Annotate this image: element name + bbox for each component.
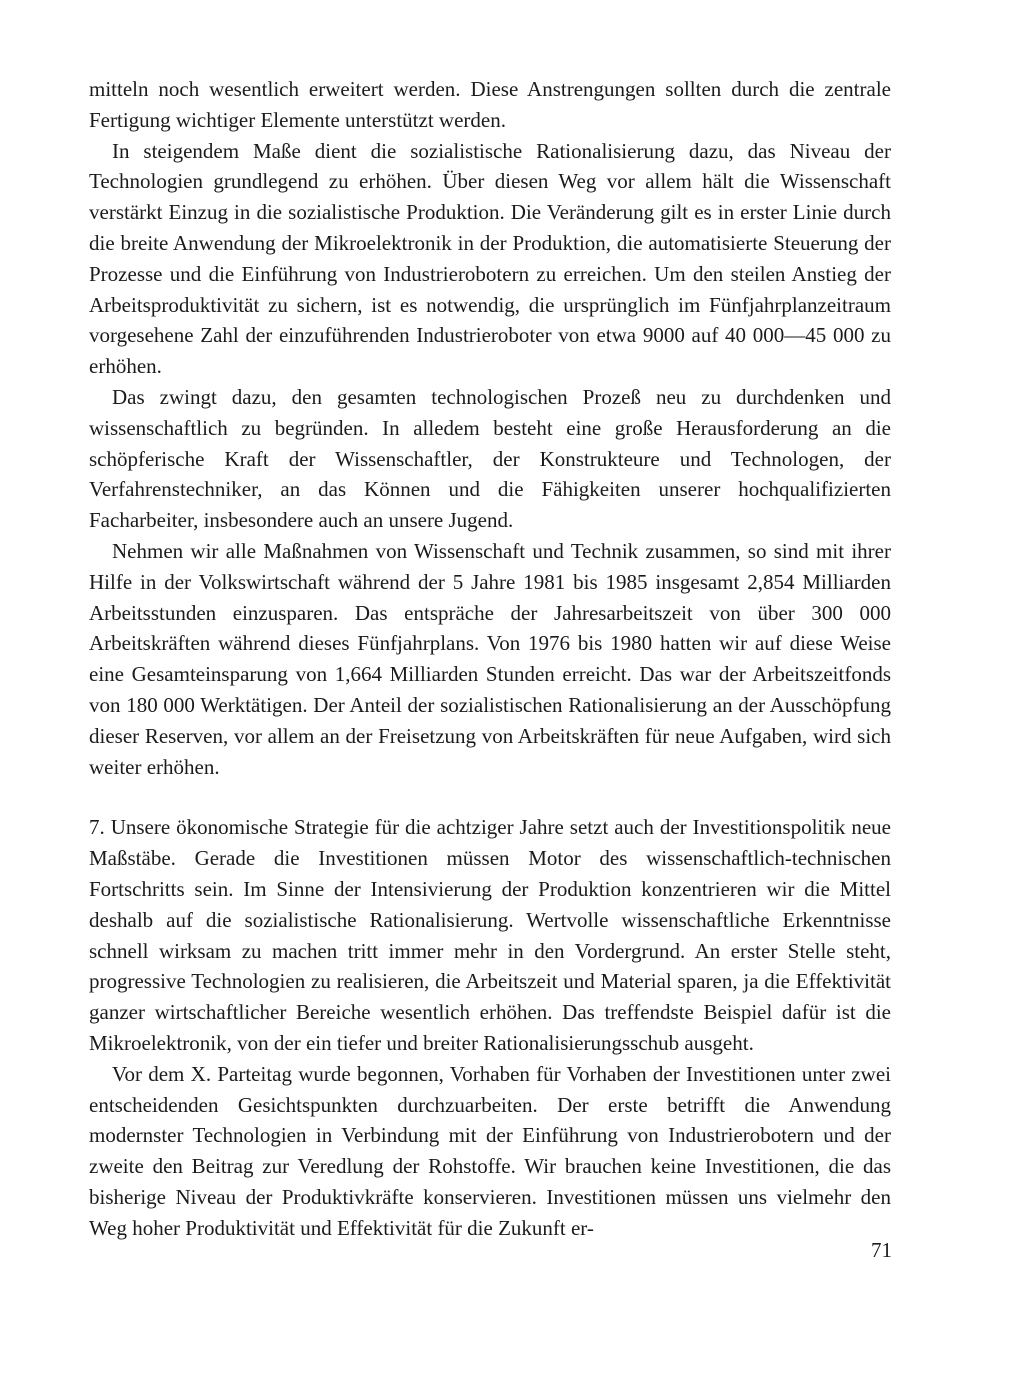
section-paragraph-text: Unsere ökonomische Strategie für die achtziger Jahre setzt auch der Investitionspolitik neue Maßstäbe. Gerade die Investitionen müssen Motor des wissenschaftlich-technischen Fortschritts sein. Im Sinne der Intensivierung der Produktion konzentrieren wir die Mittel deshalb auf die sozialistische Rationalisierung. Wertvolle wissenschaftliche Erkenntnisse schnell wirksam zu machen tritt immer mehr in den Vordergrund. An erster Stelle steht, progressive Technologien zu realisieren, die Arbeitszeit und Material sparen, ja die Effektivität ganzer wirtschaftlicher Bereiche wesentlich erhöhen. Das treffendste Beispiel dafür ist die Mikroelektronik, von der ein tiefer und breiter Rationalisierungsschub ausgeht. [89,815,891,1055]
page-number: 71 [871,1238,892,1262]
paragraph: Nehmen wir alle Maßnahmen von Wissenschaft und Technik zusammen, so sind mit ihrer Hilfe in der Volkswirtschaft während der 5 Jahre 1981 bis 1985 insgesamt 2,854 Milliarden Arbeitsstunden einzusparen. Das entspräche der Jahresarbeitszeit von über 300 000 Arbeitskräften während dieses Fünfjahrplans. Von 1976 bis 1980 hatten wir auf diese Weise eine Gesamteinsparung von 1,664 Milliarden Stunden erreicht. Das war der Arbeitszeitfonds von 180 000 Werktätigen. Der Anteil der sozialistischen Rationalisierung an der Ausschöpfung dieser Reserven, vor allem an der Freisetzung von Arbeitskräften für neue Aufgaben, wird sich weiter erhöhen. [89,538,891,779]
paragraph-continuation: mitteln noch wesentlich erweitert werden. Diese Anstrengungen sollten durch die zentrale Fertigung wichtiger Elemente unterstützt werden. [89,77,891,132]
section-number: 7. [89,815,105,840]
paragraph: Vor dem X. Parteitag wurde begonnen, Vorhaben für Vorhaben der Investitionen unter zwei entscheidenden Gesichtspunkten durchzuarbeiten. Der erste betrifft die Anwendung modernster Technologien in Verbindung mit der Einführung von Industrierobotern und der zweite den Beitrag zur Veredlung der Rohstoffe. Wir brauchen keine Investitionen, die das bisherige Niveau der Produktivkräfte konservieren. Investitionen müssen uns vielmehr den Weg hoher Produktivität und Effektivität für die Zukunft er- [89,1061,891,1240]
section-paragraph [89,812,891,1058]
paragraph: Das zwingt dazu, den gesamten technologischen Prozeß neu zu durchdenken und wissenschaftlich zu begründen. In alledem besteht eine große Herausforderung an die schöpferische Kraft der Wissenschaftler, der Konstrukteure und Technologen, der Verfahrenstechniker, an das Können und die Fähigkeiten unserer hochqualifizierten Facharbeiter, insbesondere auch an unsere Jugend. [89,384,891,533]
paragraph: In steigendem Maße dient die sozialistische Rationalisierung dazu, das Niveau der Technologien grundlegend zu erhöhen. Über diesen Weg vor allem hält die Wissenschaft verstärkt Einzug in die sozialistische Produktion. Die Veränderung gilt es in erster Linie durch die breite Anwendung der Mikroelektronik in der Produktion, die automatisierte Steuerung der Prozesse und die Einführung von Industrierobotern zu erreichen. Um den steilen Anstieg der Arbeitsproduktivität zu sichern, ist es notwendig, die ursprünglich im Fünfjahrplanzeitraum vorgesehene Zahl der einzuführenden Industrieroboter von etwa 9000 auf 40 000—45 000 zu erhöhen. [89,138,891,379]
body-text [89,74,891,1243]
